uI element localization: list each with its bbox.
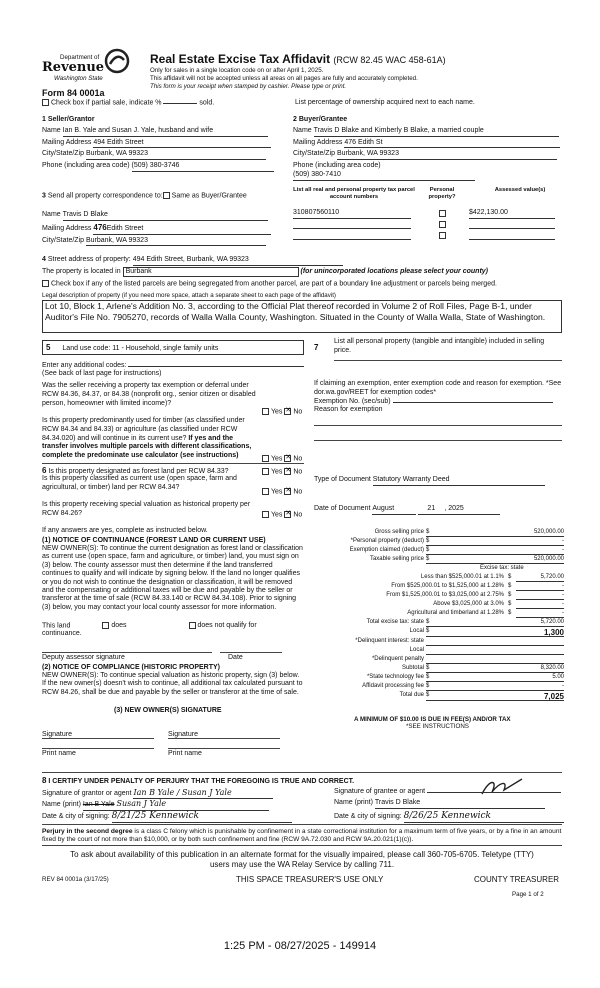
seller-phone-label: Phone (including area code) bbox=[42, 162, 130, 169]
exemption-reason-label: Reason for exemption bbox=[314, 406, 383, 413]
parcel-col-header: List all real and personal property tax parcel account numbers bbox=[293, 187, 415, 201]
tech-dollar: $ bbox=[426, 674, 430, 680]
row-tech bbox=[320, 674, 564, 683]
b4-value[interactable]: - bbox=[516, 601, 564, 609]
logo-dept: Department of bbox=[60, 54, 100, 61]
land-use-num: 5 bbox=[46, 343, 51, 352]
treasurer-use: THIS SPACE TREASURER'S USE ONLY bbox=[236, 875, 384, 884]
q-timber-no-label: No bbox=[293, 455, 303, 463]
subtotal-label: Subtotal bbox=[401, 665, 424, 671]
grantor-name-row bbox=[42, 799, 269, 811]
divider-cert bbox=[42, 772, 562, 773]
certify-text: I CERTIFY UNDER PENALTY OF PERJURY THAT THE FOREGOING IS TRUE AND CORRECT. bbox=[48, 778, 355, 785]
row-total bbox=[320, 692, 564, 702]
doc-date-label: Date of Document bbox=[314, 505, 371, 512]
personal-dollar: $ bbox=[426, 538, 430, 544]
doc-date-month[interactable]: August bbox=[372, 505, 416, 515]
q-exempt-yes[interactable] bbox=[262, 408, 269, 415]
does-not-label: does not qualify for bbox=[197, 622, 257, 630]
parcel-number-field[interactable]: 310807560110 bbox=[293, 209, 411, 219]
ownership-pct-label: List percentage of ownership acquired next to each name. bbox=[295, 99, 475, 106]
q6-special-answers bbox=[262, 511, 302, 520]
seller-city-label: City/State/Zip bbox=[42, 150, 85, 158]
assessed-col-header: Assessed value(s) bbox=[494, 187, 546, 193]
boundary-checkbox[interactable] bbox=[42, 280, 49, 287]
grantor-name-typed: Ian B Yale bbox=[82, 801, 115, 808]
legal-description-field[interactable]: Lot 10, Block 1, Arlene's Addition No. 3, according to the Official Plat thereof recorded in Volume 2 of Roll Files, Page B-1, under Auditor's File No. 7905270, records of Walla Walla County, Washington. Situated in the County of Walla Walla, State of Washington. bbox=[42, 300, 562, 333]
additional-codes-field[interactable] bbox=[128, 366, 304, 367]
grantor-date-field[interactable]: 8/21/25 Kennewick bbox=[112, 811, 292, 823]
boundary-label: Check box if any of the listed parcels are being segregated from another parcel, are part of a boundary line adjustment or parcels being merged. bbox=[51, 280, 497, 288]
total-state-label: Total excise tax: state bbox=[366, 619, 424, 625]
seller-section bbox=[42, 116, 287, 172]
divider-perjury bbox=[42, 824, 562, 825]
b1-dollar: $ bbox=[508, 574, 512, 580]
affidavit-value[interactable]: - bbox=[426, 683, 564, 691]
assessed-value-field[interactable]: $422,130.00 bbox=[469, 209, 555, 219]
this-land-label: This land bbox=[42, 622, 71, 630]
logo-agency: Revenue bbox=[42, 60, 105, 75]
b2-dollar: $ bbox=[508, 583, 512, 589]
land-use-field[interactable]: 11 - Household, single family units bbox=[112, 345, 272, 355]
land-use-label: Land use code: bbox=[62, 345, 111, 352]
perjury-bold: Perjury in the second degree bbox=[42, 828, 133, 835]
total-value[interactable]: 7,025 bbox=[426, 692, 564, 701]
perjury-body: is a class C felony which is punishable by confinement in a state correctional institution for a maximum term of five years, or by a fine in an amount fixed by the court of not more than $10,000, or by both such confinement and fine (RCW 9A.72.030 and RCW 9A.20.021(1)(c)). bbox=[42, 828, 562, 844]
q6-special-yes-label: Yes bbox=[271, 511, 283, 519]
q-timber-text bbox=[42, 417, 260, 461]
taxable-dollar: $ bbox=[426, 556, 430, 562]
personal-label: *Personal property (deduct) bbox=[350, 538, 424, 544]
grantee-name-label: Name (print) bbox=[334, 799, 373, 806]
owner-sig-line-1[interactable] bbox=[42, 738, 154, 739]
q-timber-main: Is this property predominantly used for timber (as classified under RCW 84.34 and 84.33) or agriculture (as classified under RCW 84.34.020) and will continue in its current use? bbox=[42, 417, 245, 442]
total-state-value[interactable]: 5,720.00 bbox=[426, 619, 564, 627]
divider-access bbox=[42, 845, 562, 846]
buyer-mail-label: Mailing Address bbox=[293, 138, 343, 146]
parcel-rows bbox=[293, 209, 563, 242]
b5-value[interactable]: - bbox=[516, 610, 564, 618]
owner-print-line-2[interactable] bbox=[168, 748, 280, 749]
corr-mail-label: Mailing Address bbox=[42, 224, 92, 232]
continuance-label: continuance. bbox=[42, 630, 82, 637]
exemption-reason-row bbox=[314, 406, 382, 415]
title-rcw: (RCW 82.45 WAC 458-61A) bbox=[333, 55, 446, 65]
boundary-row bbox=[42, 280, 497, 289]
row-personal bbox=[320, 538, 564, 547]
location-label: The property is located in bbox=[42, 268, 121, 275]
buyer-num: 2 bbox=[293, 116, 297, 123]
assessed-value-field-3[interactable] bbox=[469, 231, 555, 240]
form-title bbox=[150, 52, 446, 67]
item7-num: 7 bbox=[314, 343, 319, 352]
q6-forest-yes[interactable] bbox=[262, 468, 269, 475]
title-text: Real Estate Excise Tax Affidavit bbox=[150, 52, 331, 66]
buyer-phone-field[interactable]: (509) 380-7410 bbox=[293, 171, 475, 181]
q6-special-yes[interactable] bbox=[262, 511, 269, 518]
corr-name-field[interactable]: Travis D Blake bbox=[63, 211, 268, 221]
total-dollar: $ bbox=[426, 692, 430, 698]
access-text: To ask about availability of this publication in an alternate format for the visually impaired, please call 360-705-6705. Teletype (TTY) users may use the WA Relay Service by calling 711. bbox=[70, 850, 534, 869]
same-as-buyer-label: Same as Buyer/Grantee bbox=[171, 192, 247, 200]
owner-print-line-1[interactable] bbox=[42, 748, 154, 749]
deputy-sig-line[interactable] bbox=[42, 652, 212, 653]
additional-codes-text: Enter any additional codes: bbox=[42, 362, 127, 369]
owner-sig-label-2: Signature bbox=[168, 731, 198, 738]
deputy-date-label: Date bbox=[228, 654, 243, 661]
row-b3 bbox=[320, 592, 564, 601]
seller-name-field[interactable]: Ian B. Yale and Susan J. Yale, husband and wife bbox=[63, 127, 268, 137]
q6-special-no-label: No bbox=[293, 511, 303, 519]
local-dollar: $ bbox=[426, 628, 430, 634]
local-label: Local bbox=[409, 628, 424, 634]
grantee-sig-label: Signature of grantee or agent bbox=[334, 788, 426, 795]
subtotal-dollar: $ bbox=[426, 665, 430, 671]
doc-date-row bbox=[314, 505, 500, 515]
location-select[interactable]: Burbank bbox=[123, 267, 299, 277]
b4-dollar: $ bbox=[508, 601, 512, 607]
q-exempt-text: Was the seller receiving a property tax exemption or deferral under RCW 84.36, 84.37, or 84.38 (nonprofit org., senior citizen or disabled person, homeowner with limited income)? bbox=[42, 382, 256, 407]
form-number: Form 84 0001a bbox=[42, 88, 105, 98]
timestamp-stamp: 1:25 PM - 08/27/2025 - 149914 bbox=[223, 940, 377, 952]
location-note: (for unincorporated locations please select your county) bbox=[300, 268, 488, 275]
personal-property-checkbox-3[interactable] bbox=[439, 232, 446, 239]
row-penalty bbox=[320, 656, 564, 665]
affidavit-dollar: $ bbox=[426, 683, 430, 689]
corr-num: 3 bbox=[42, 192, 46, 200]
corr-city-field[interactable]: Burbank, WA 99323 bbox=[86, 237, 266, 247]
notice2-title: (2) NOTICE OF COMPLIANCE (HISTORIC PROPERTY) bbox=[42, 664, 220, 671]
seller-mail-label: Mailing Address bbox=[42, 138, 92, 146]
b3-label: From $1,525,000.01 to $3,025,000 at 2.75% bbox=[386, 592, 504, 598]
street-label: Street address of property: bbox=[47, 256, 131, 263]
q-exempt-answers bbox=[262, 408, 302, 417]
deputy-sig-label: Deputy assessor signature bbox=[42, 654, 125, 661]
buyer-mail-field[interactable]: 476 Edith St bbox=[344, 139, 560, 149]
seller-city-field[interactable]: Burbank, WA 99323 bbox=[86, 150, 266, 160]
exemption-no-label: Exemption No. (sec/sub) bbox=[314, 398, 391, 405]
b2-label: From $525,000.01 to $1,525,000 at 1.28% bbox=[391, 583, 504, 589]
county-treasurer: COUNTY TREASURER bbox=[474, 875, 560, 884]
page-number: Page 1 of 2 bbox=[512, 891, 544, 898]
grantor-name-field[interactable] bbox=[83, 799, 269, 811]
grantee-name-field[interactable]: Travis D Blake bbox=[375, 799, 545, 809]
grantor-name-label: Name (print) bbox=[42, 801, 81, 808]
b5-label: Agricultural and timberland at 1.28% bbox=[407, 610, 504, 616]
buyer-phone-label: Phone (including area code) bbox=[293, 162, 381, 169]
q6-current-yes-label: Yes bbox=[271, 488, 283, 496]
revenue-logo bbox=[40, 48, 134, 88]
row-local bbox=[320, 628, 564, 638]
row-b2 bbox=[320, 583, 564, 592]
header-note-2: This affidavit will not be accepted unless all areas on all pages are fully and accurately completed. bbox=[150, 75, 418, 82]
wa-seal-icon bbox=[104, 48, 130, 74]
personal-value[interactable]: - bbox=[426, 538, 564, 546]
does-checkbox[interactable] bbox=[102, 622, 109, 629]
q6-current-yes[interactable] bbox=[262, 488, 269, 495]
del-state-value[interactable] bbox=[426, 638, 564, 646]
grantor-date-row bbox=[42, 811, 292, 823]
gross-value[interactable]: 520,000.00 bbox=[426, 529, 564, 537]
corr-mail-num: 476 bbox=[93, 222, 107, 232]
exempt-dollar: $ bbox=[426, 547, 430, 553]
land-use-box bbox=[42, 340, 304, 355]
q6-special: Is this property receiving special valuation as historical property per RCW 84.26? bbox=[42, 501, 251, 517]
notice2-text: NEW OWNER(S): To continue special valuation as historic property, sign (3) below. If the new owner(s) doesn't wish to continue, all additional tax calculated pursuant to RCW 84.26, shall be due and payable by the seller or transferor at the time of sale. bbox=[42, 672, 303, 696]
grantee-sig-row bbox=[334, 788, 561, 797]
row-total-state bbox=[320, 619, 564, 628]
correspondence-section bbox=[42, 192, 287, 246]
corr-mail-field[interactable] bbox=[93, 223, 271, 235]
total-state-dollar: $ bbox=[426, 619, 430, 625]
minimum-due: A MINIMUM OF $10.00 IS DUE IN FEE(S) AND/OR TAX bbox=[354, 716, 511, 723]
row-gross bbox=[320, 529, 564, 538]
exempt-label: Exemption claimed (deduct) bbox=[349, 547, 424, 553]
doc-date-day[interactable]: 21 bbox=[418, 505, 444, 515]
del-local-value[interactable] bbox=[426, 647, 564, 655]
partial-sale-checkbox[interactable] bbox=[42, 99, 49, 106]
buyer-heading: Buyer/Grantee bbox=[298, 116, 348, 123]
q6-special-no[interactable] bbox=[284, 511, 291, 518]
header-note-3: This form is your receipt when stamped by cashier. Please type or print. bbox=[150, 83, 347, 90]
q-timber-yes[interactable] bbox=[262, 455, 269, 462]
owner-sig-line-2[interactable] bbox=[168, 738, 280, 739]
seller-name-label: Name bbox=[42, 126, 61, 134]
exemption-text: If claiming an exemption, enter exemption code and reason for exemption. *See dor.wa.gov/REET for exemption codes* bbox=[314, 380, 562, 396]
partial-sale-percent[interactable] bbox=[163, 103, 197, 104]
total-label: Total due bbox=[399, 692, 424, 698]
q-exempt-no[interactable] bbox=[284, 408, 291, 415]
b1-value[interactable]: 5,720.00 bbox=[516, 574, 564, 582]
taxable-label: Taxable selling price bbox=[369, 556, 424, 562]
buyer-city-field[interactable]: Burbank, WA 99323 bbox=[337, 150, 557, 160]
q6-current-no-label: No bbox=[293, 488, 303, 496]
q6-if-any: If any answers are yes, complete as instructed below. bbox=[42, 527, 208, 534]
q-timber-bold: If yes and the transfer involves multiple parcels with different classifications, complete the predominate use calculator (see instructions) bbox=[42, 434, 252, 459]
row-del-state bbox=[320, 638, 564, 647]
row-affidavit bbox=[320, 683, 564, 692]
header-note-1: Only for sales in a single location code on or after April 1, 2025. bbox=[150, 67, 324, 74]
street-address-row bbox=[42, 256, 343, 266]
exemption-no-field[interactable] bbox=[393, 402, 553, 403]
b4-label: Above $3,025,000 at 3.0% bbox=[433, 601, 504, 607]
doc-date-year[interactable]: , 2025 bbox=[444, 505, 500, 515]
penalty-value[interactable] bbox=[426, 656, 564, 664]
tech-label: *State technology fee bbox=[366, 674, 424, 680]
grantee-date-label: Date & city of signing: bbox=[334, 813, 402, 820]
notice1-title: (1) NOTICE OF CONTINUANCE (FOREST LAND OR CURRENT USE) bbox=[42, 537, 266, 544]
item7-text: List all personal property (tangible and intangible) included in selling price. bbox=[334, 338, 545, 354]
row-exempt bbox=[320, 547, 564, 556]
gross-label: Gross selling price bbox=[374, 529, 424, 535]
subtotal-value[interactable]: 8,320.00 bbox=[426, 665, 564, 673]
tax-table bbox=[320, 529, 564, 702]
seller-mail-field[interactable]: 494 Edith Street bbox=[93, 139, 271, 149]
seller-heading: Seller/Grantor bbox=[47, 116, 95, 123]
deputy-date-line[interactable] bbox=[220, 652, 282, 653]
street-num: 4 bbox=[42, 256, 46, 263]
q-timber-no[interactable] bbox=[284, 455, 291, 462]
doc-type-field[interactable]: Statutory Warranty Deed bbox=[373, 476, 545, 486]
owner-sig-label-1: Signature bbox=[42, 731, 72, 738]
exemption-reason-line-1[interactable] bbox=[314, 425, 562, 426]
row-del-local bbox=[320, 647, 564, 656]
q-timber-yes-label: Yes bbox=[271, 455, 283, 463]
partial-sale-row bbox=[42, 99, 214, 108]
del-local-label: Local bbox=[409, 647, 424, 653]
q6-current: Is this property classified as current use (open space, farm and agricultural, or timber) land per RCW 84.34? bbox=[42, 475, 237, 491]
b2-value[interactable]: - bbox=[516, 583, 564, 591]
corr-label: Send all property correspondence to: bbox=[47, 192, 163, 200]
row-taxable bbox=[320, 556, 564, 565]
corr-name-label: Name bbox=[42, 211, 61, 219]
q6-forest-yes-label: Yes bbox=[271, 468, 283, 476]
grantor-signature-field[interactable]: Ian B Yale / Susan J Yale bbox=[133, 788, 273, 799]
legal-label: Legal description of property (if you need more space, attach a separate sheet to each page of the affidavit) bbox=[42, 292, 336, 299]
q6-forest-no[interactable] bbox=[284, 468, 291, 475]
personal-property-checkbox-1[interactable] bbox=[439, 210, 446, 217]
buyer-name-label: Name bbox=[293, 126, 312, 134]
row-b5 bbox=[320, 610, 564, 619]
q6-current-no[interactable] bbox=[284, 488, 291, 495]
grantee-date-field[interactable]: 8/26/25 Kennewick bbox=[404, 811, 564, 823]
buyer-city-label: City/State/Zip bbox=[293, 150, 336, 158]
taxable-value[interactable]: 520,000.00 bbox=[426, 556, 564, 564]
b3-dollar: $ bbox=[508, 592, 512, 598]
q6-current-answers bbox=[262, 488, 302, 497]
q-exempt-yes-label: Yes bbox=[271, 408, 283, 416]
q6-forest-no-label: No bbox=[293, 468, 303, 476]
certify-num: 8 bbox=[42, 776, 47, 785]
row-state-label bbox=[320, 565, 564, 574]
see-instructions-tax: *SEE INSTRUCTIONS bbox=[406, 723, 469, 730]
same-as-buyer-checkbox[interactable] bbox=[163, 192, 170, 199]
grantor-sig-row bbox=[42, 788, 273, 799]
grantee-signature-field[interactable] bbox=[427, 792, 561, 793]
partial-sale-label: Check box if partial sale, indicate % bbox=[51, 99, 162, 107]
divider-1 bbox=[42, 463, 304, 464]
certify-row bbox=[42, 776, 354, 787]
row-b4 bbox=[320, 601, 564, 610]
doc-type-row bbox=[314, 476, 545, 486]
grantee-name-row bbox=[334, 799, 545, 809]
grantor-sig-label: Signature of grantor or agent bbox=[42, 790, 132, 797]
grantor-date-label: Date & city of signing: bbox=[42, 813, 110, 820]
personal-property-checkbox-2[interactable] bbox=[439, 221, 446, 228]
partial-sold-label: sold. bbox=[199, 99, 215, 107]
see-instructions: (See back of last page for instructions) bbox=[42, 370, 162, 377]
q6-num: 6 bbox=[42, 466, 47, 475]
owner-print-label-2: Print name bbox=[168, 750, 202, 757]
does-label: does bbox=[111, 622, 127, 630]
item7-line[interactable] bbox=[334, 360, 562, 361]
q6-forest-text: Is this property designated as forest land per RCW 84.33? bbox=[48, 468, 229, 475]
b5-dollar: $ bbox=[508, 610, 512, 616]
gross-dollar: $ bbox=[426, 529, 430, 535]
doc-type-label: Type of Document bbox=[314, 476, 371, 483]
corr-city-label: City/State/Zip bbox=[42, 236, 85, 244]
del-state-label: *Delinquent interest: state bbox=[355, 638, 424, 644]
b3-value[interactable]: - bbox=[516, 592, 564, 600]
perjury-text bbox=[42, 828, 564, 844]
rev-number: REV 84 0001a (3/17/25) bbox=[42, 876, 109, 883]
logo-state: Washington State bbox=[54, 75, 103, 82]
notice1-text: NEW OWNER(S): To continue the current designation as forest land or classification as current use (open space, farm and agriculture, or timber) land, you must sign on (3) below. The county assessor must then determine if the land transferred continues to qualify and will indicate by signing below. If the land no longer qualifies or you do not wish to continue the designation or classification, it will be removed and the compensating or additional taxes will be due and payable by the seller or transferor at the time of sale (RCW 84.33.140 or RCW 84.34.108). Prior to signing (3) below, you may contact your local county assessor for more information. bbox=[42, 545, 303, 611]
parcel-number-field-3[interactable] bbox=[293, 231, 411, 240]
seller-num: 1 bbox=[42, 116, 46, 123]
owner-print-label-1: Print name bbox=[42, 750, 76, 757]
grantor-name-handwritten: Susan J Yale bbox=[116, 799, 167, 808]
exemption-reason-line-2[interactable] bbox=[314, 440, 562, 441]
tech-value[interactable]: 5.00 bbox=[426, 674, 564, 682]
local-value[interactable]: 1,300 bbox=[426, 628, 564, 637]
penalty-label: *Delinquent penalty bbox=[371, 656, 424, 662]
location-row bbox=[42, 267, 488, 277]
state-label: Excise tax: state bbox=[480, 565, 524, 571]
seller-phone-field[interactable]: (509) 380-3746 bbox=[132, 162, 274, 172]
new-owner-sig-title: (3) NEW OWNER(S) SIGNATURE bbox=[114, 707, 222, 714]
affidavit-label: Affidavit processing fee bbox=[362, 683, 424, 689]
row-subtotal bbox=[320, 665, 564, 674]
assessed-value-field-2[interactable] bbox=[469, 220, 555, 229]
buyer-section bbox=[293, 116, 563, 181]
parcel-number-field-2[interactable] bbox=[293, 220, 411, 229]
q-exempt-no-label: No bbox=[293, 408, 303, 416]
buyer-name-field[interactable]: Travis D Blake and Kimberly B Blake, a married couple bbox=[314, 127, 559, 137]
grantee-date-row bbox=[334, 811, 564, 823]
q6-forest-answers bbox=[262, 468, 302, 477]
row-b1 bbox=[320, 574, 564, 583]
personal-col-header: Personal property? bbox=[428, 187, 456, 201]
does-not-checkbox[interactable] bbox=[189, 622, 196, 629]
street-address-field[interactable]: 494 Edith Street, Burbank, WA 99323 bbox=[133, 256, 343, 266]
b1-label: Less than $525,000.01 at 1.1% bbox=[420, 574, 504, 580]
corr-mail-street: Edith Street bbox=[106, 224, 144, 232]
exempt-value[interactable]: - bbox=[426, 547, 564, 555]
